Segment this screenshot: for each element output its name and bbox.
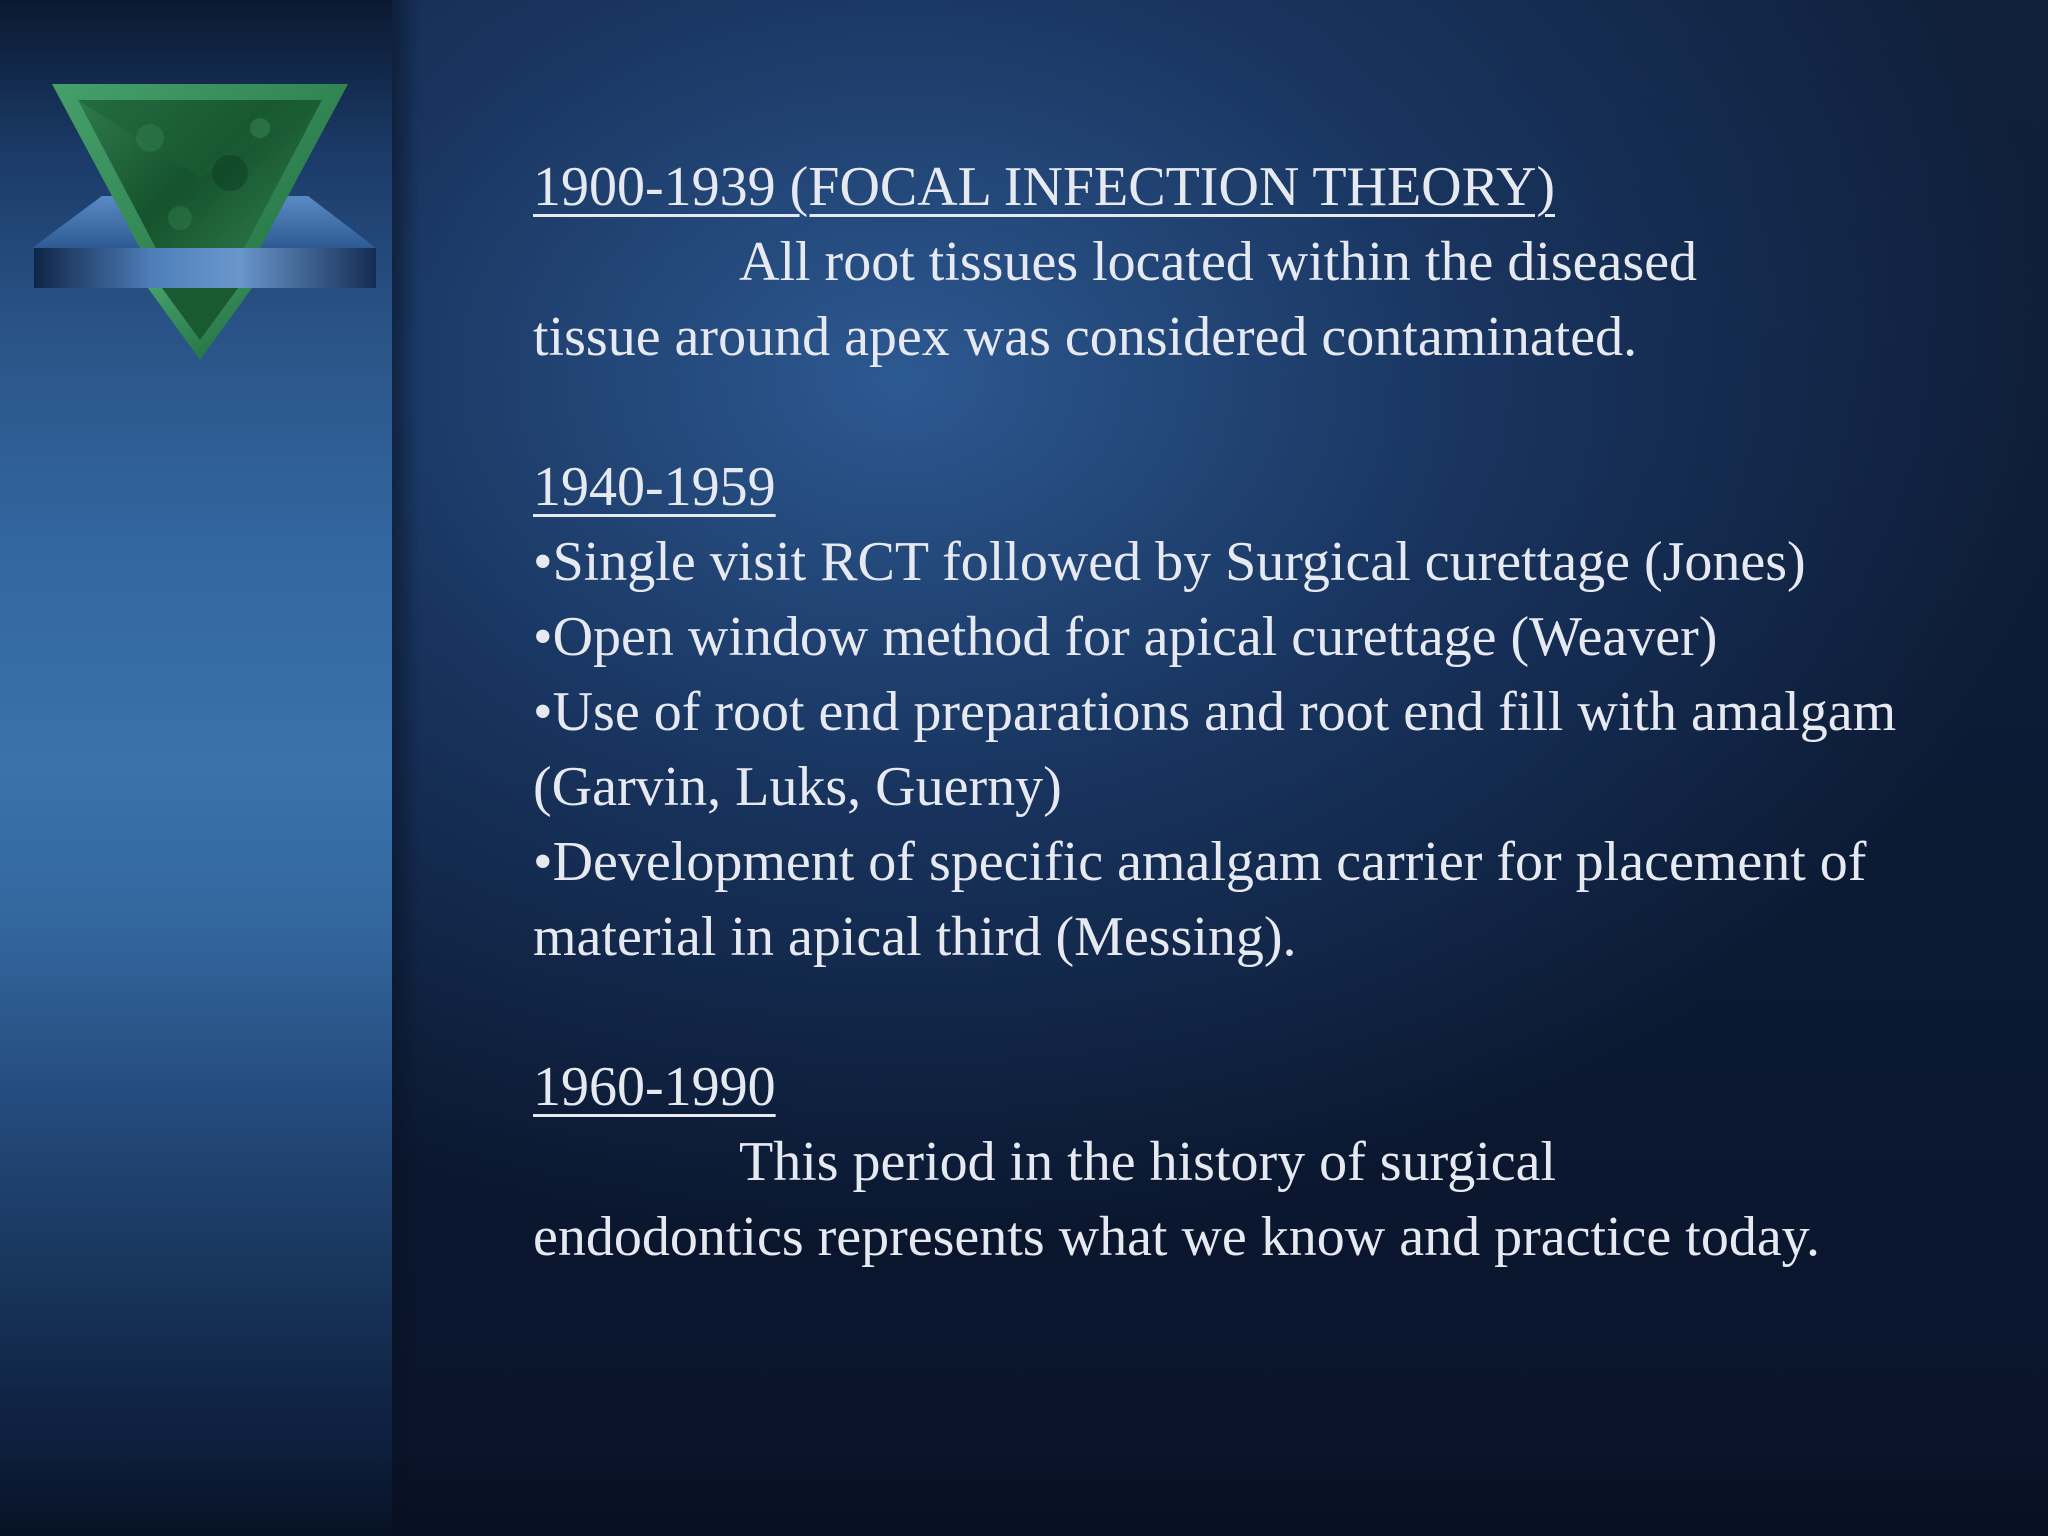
- bullet-item: •Single visit RCT followed by Surgical curettage (Jones): [533, 531, 1806, 593]
- spacer: [533, 375, 1993, 450]
- bullet-item: •Use of root end preparations and root end fill with amalgam (Garvin, Luks, Guerny): [533, 681, 1897, 818]
- section-heading-1960-1990: 1960-1990: [533, 1056, 776, 1118]
- section-text-line-2: tissue around apex was considered contaminated.: [533, 306, 1638, 368]
- bullet-item: •Development of specific amalgam carrier for placement of material in apical third (Messing).: [533, 831, 1867, 968]
- spacer: [533, 975, 1993, 1050]
- section-text-line-1: All root tissues located within the diseased: [739, 231, 1698, 293]
- section-text-line-2: endodontics represents what we know and practice today.: [533, 1206, 1821, 1268]
- left-band-shadow: [392, 0, 420, 1536]
- bullet-item: •Open window method for apical curettage (Weaver): [533, 606, 1718, 668]
- section-heading-1900-1939: 1900-1939 (FOCAL INFECTION THEORY): [533, 156, 1555, 218]
- green-marble-triangle-icon: [30, 78, 380, 368]
- bottom-shade: [0, 1446, 2048, 1536]
- section-text-line-1: This period in the history of surgical: [739, 1131, 1557, 1193]
- slide-body: [533, 150, 1993, 1275]
- section-heading-1940-1959: 1940-1959: [533, 456, 776, 518]
